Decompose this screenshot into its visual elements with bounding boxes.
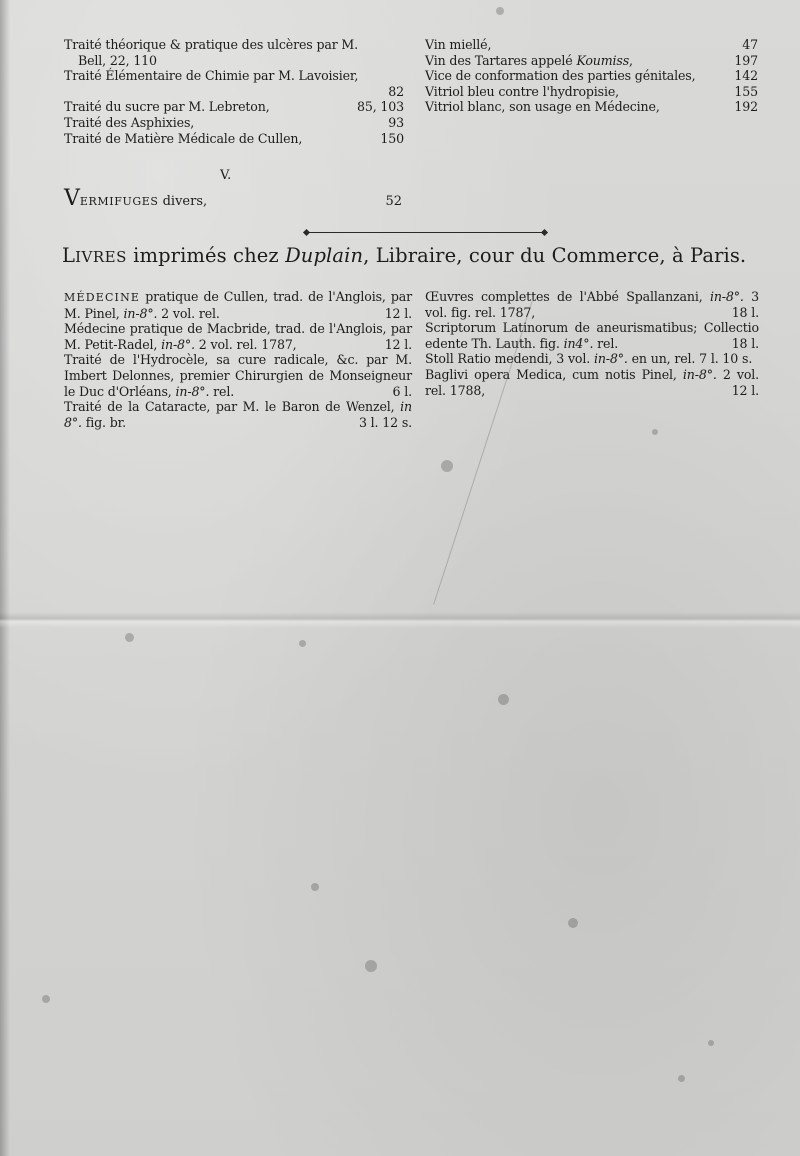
foxing-spot: [652, 429, 658, 435]
foxing-spot: [311, 883, 319, 891]
index-entry: [425, 68, 758, 84]
ornamental-rule: [308, 232, 543, 233]
index-entry: [425, 53, 758, 69]
paper-fold-crease: [0, 612, 800, 628]
index-entry: [64, 115, 404, 131]
book-pre: Baglivi opera Medica, cum notis Pinel,: [425, 366, 683, 382]
index-entry-pages: 192: [734, 99, 758, 115]
book-format: in-8°.: [161, 336, 195, 352]
book-entry: [64, 289, 412, 321]
advert-words: imprimés chez: [133, 244, 279, 267]
index-entry-text: Traité théorique & pratique des ulcères par M.: [64, 37, 359, 52]
book-text: [64, 289, 412, 321]
book-format: in-8°.: [593, 351, 628, 367]
index-entry-pages: 197: [734, 52, 758, 68]
section-initial: V: [64, 186, 80, 211]
index-entry-pages: 85, 103: [356, 99, 404, 115]
foxing-spot: [441, 460, 453, 472]
book-text: [425, 351, 759, 367]
book-post: en un, rel. 7 l. 10 s.: [627, 351, 753, 367]
foxing-spot: [42, 995, 50, 1003]
book-pre: Médecine pratique de Macbride, trad. de l'Anglois, par M. Petit-Radel,: [64, 321, 412, 352]
book-pre: Stoll Ratio medendi, 3 vol.: [425, 351, 594, 367]
book-text: [64, 399, 412, 430]
book-price: 12 l.: [384, 305, 412, 321]
foxing-spot: [708, 1040, 714, 1046]
index-entry-pages: 150: [380, 130, 404, 146]
index-entry-text: Vitriol blanc, son usage en Médecine,: [425, 99, 660, 115]
index-entry: [64, 99, 404, 115]
index-entry-pages: 142: [734, 68, 758, 84]
book-post: 2 vol. rel.: [157, 305, 220, 321]
foxing-spot: [125, 633, 134, 642]
book-entry: [425, 351, 759, 367]
index-entry-text: Traité de Matière Médicale de Cullen,: [64, 130, 303, 146]
section-page: 52: [385, 194, 402, 209]
foxing-spot: [365, 960, 377, 972]
book-entry: [425, 367, 759, 398]
advert-smallcaps: IVRES: [75, 248, 127, 266]
index-entry: [64, 37, 404, 68]
book-post: fig. br.: [81, 414, 126, 430]
book-price: 12 l.: [731, 382, 759, 398]
index-column-left: [64, 37, 404, 146]
index-entry-text: Traité Élémentaire de Chimie par M. Lavoisier,: [64, 68, 359, 84]
book-text: [64, 352, 412, 399]
book-entry: [64, 321, 412, 352]
advert-publisher: Duplain: [285, 244, 364, 267]
index-entry-text: Vin miellé,: [425, 37, 492, 52]
book-text: [425, 289, 759, 320]
book-text: [425, 367, 759, 398]
index-entry-pages: 47: [742, 37, 758, 52]
index-entry-text: Traité des Asphixies,: [64, 114, 195, 130]
page-edge-shadow: [0, 0, 10, 1156]
index-entry-pages: 82: [388, 83, 404, 99]
book-pre: pratique de Cullen, trad. de l'Anglois, par M. Pinel,: [64, 289, 412, 321]
section-entry-text: [64, 186, 207, 211]
index-entry: [64, 131, 404, 147]
book-price: 18 l.: [731, 335, 759, 351]
index-entry: [425, 84, 758, 100]
foxing-spot: [678, 1075, 685, 1082]
book-post: 2 vol. rel. 1787,: [194, 336, 297, 352]
index-entry-pages: 155: [734, 83, 758, 99]
index-entry-pages: 22, 110: [109, 52, 157, 68]
book-post: rel.: [593, 335, 619, 351]
book-pre: Œuvres complettes de l'Abbé Spallanzani,: [425, 289, 710, 304]
book-post: rel.: [209, 383, 235, 399]
index-entry-text-pre: Vin des Tartares appelé: [425, 52, 577, 68]
index-entry: [425, 99, 758, 115]
index-column-right: [425, 37, 758, 115]
foxing-spot: [498, 694, 509, 705]
book-post: 3 vol. fig. rel. 1787,: [425, 289, 760, 320]
book-post: 2 vol. rel. 1788,: [425, 366, 759, 398]
book-price: 18 l.: [731, 304, 759, 320]
section-numeral: V.: [220, 168, 232, 183]
index-entry: [64, 68, 404, 99]
books-column-left: [64, 289, 412, 430]
advert-heading: [62, 244, 762, 267]
book-entry: [425, 289, 759, 320]
book-format: in 8°.: [64, 399, 412, 430]
book-pre: Traité de l'Hydrocèle, sa cure radicale, &c. par M. Imbert Delonnes, premier Chirurgien de Monseigneur le Duc d'Orléans,: [64, 352, 412, 399]
advert-rest: , Libraire, cour du Commerce, à Paris.: [363, 244, 747, 267]
advert-initial: L: [62, 244, 76, 267]
index-entry: [425, 37, 758, 53]
book-pre: Traité de la Cataracte, par M. le Baron de Wenzel,: [64, 399, 401, 415]
book-smallcaps: MÉDECINE: [64, 291, 141, 304]
book-entry: [64, 399, 412, 430]
index-entry-italic: Koumiss: [576, 52, 630, 68]
foxing-spot: [568, 918, 578, 928]
foxing-spot: [299, 640, 306, 647]
book-format: in-8°.: [709, 289, 744, 304]
index-entry-text: Vice de conformation des parties génitales,: [425, 68, 696, 84]
index-entry-text: Traité du sucre par M. Lebreton,: [64, 99, 270, 115]
book-price: 6 l.: [392, 383, 412, 399]
book-pre: Scriptorum Latinorum de aneurismatibus; Collectio edente Th. Lauth. fig.: [425, 320, 759, 351]
index-entry-cont: Bell,: [78, 52, 107, 68]
book-entry: [64, 352, 412, 399]
book-text: [425, 320, 759, 351]
index-entry-text-post: ,: [629, 52, 633, 68]
book-text: [64, 321, 412, 352]
foxing-spot: [496, 7, 504, 15]
section-tail: divers,: [162, 194, 208, 209]
book-price: 3 l. 12 s.: [358, 414, 412, 430]
book-format: in-8°.: [175, 383, 210, 399]
section-smallcaps: ERMIFUGES: [79, 195, 159, 208]
section-entry-vermifuges: [64, 186, 402, 211]
book-format: in4°.: [563, 335, 594, 351]
book-entry: [425, 320, 759, 351]
index-entry-pages: 93: [388, 114, 404, 130]
index-entry-text: [425, 53, 633, 69]
book-format: in-8°.: [682, 366, 717, 382]
book-format: in-8°.: [123, 305, 158, 321]
book-price: 12 l.: [384, 336, 412, 352]
index-entry-continuation: [64, 53, 404, 69]
index-entry-text: Vitriol bleu contre l'hydropisie,: [425, 83, 620, 99]
books-column-right: [425, 289, 759, 398]
